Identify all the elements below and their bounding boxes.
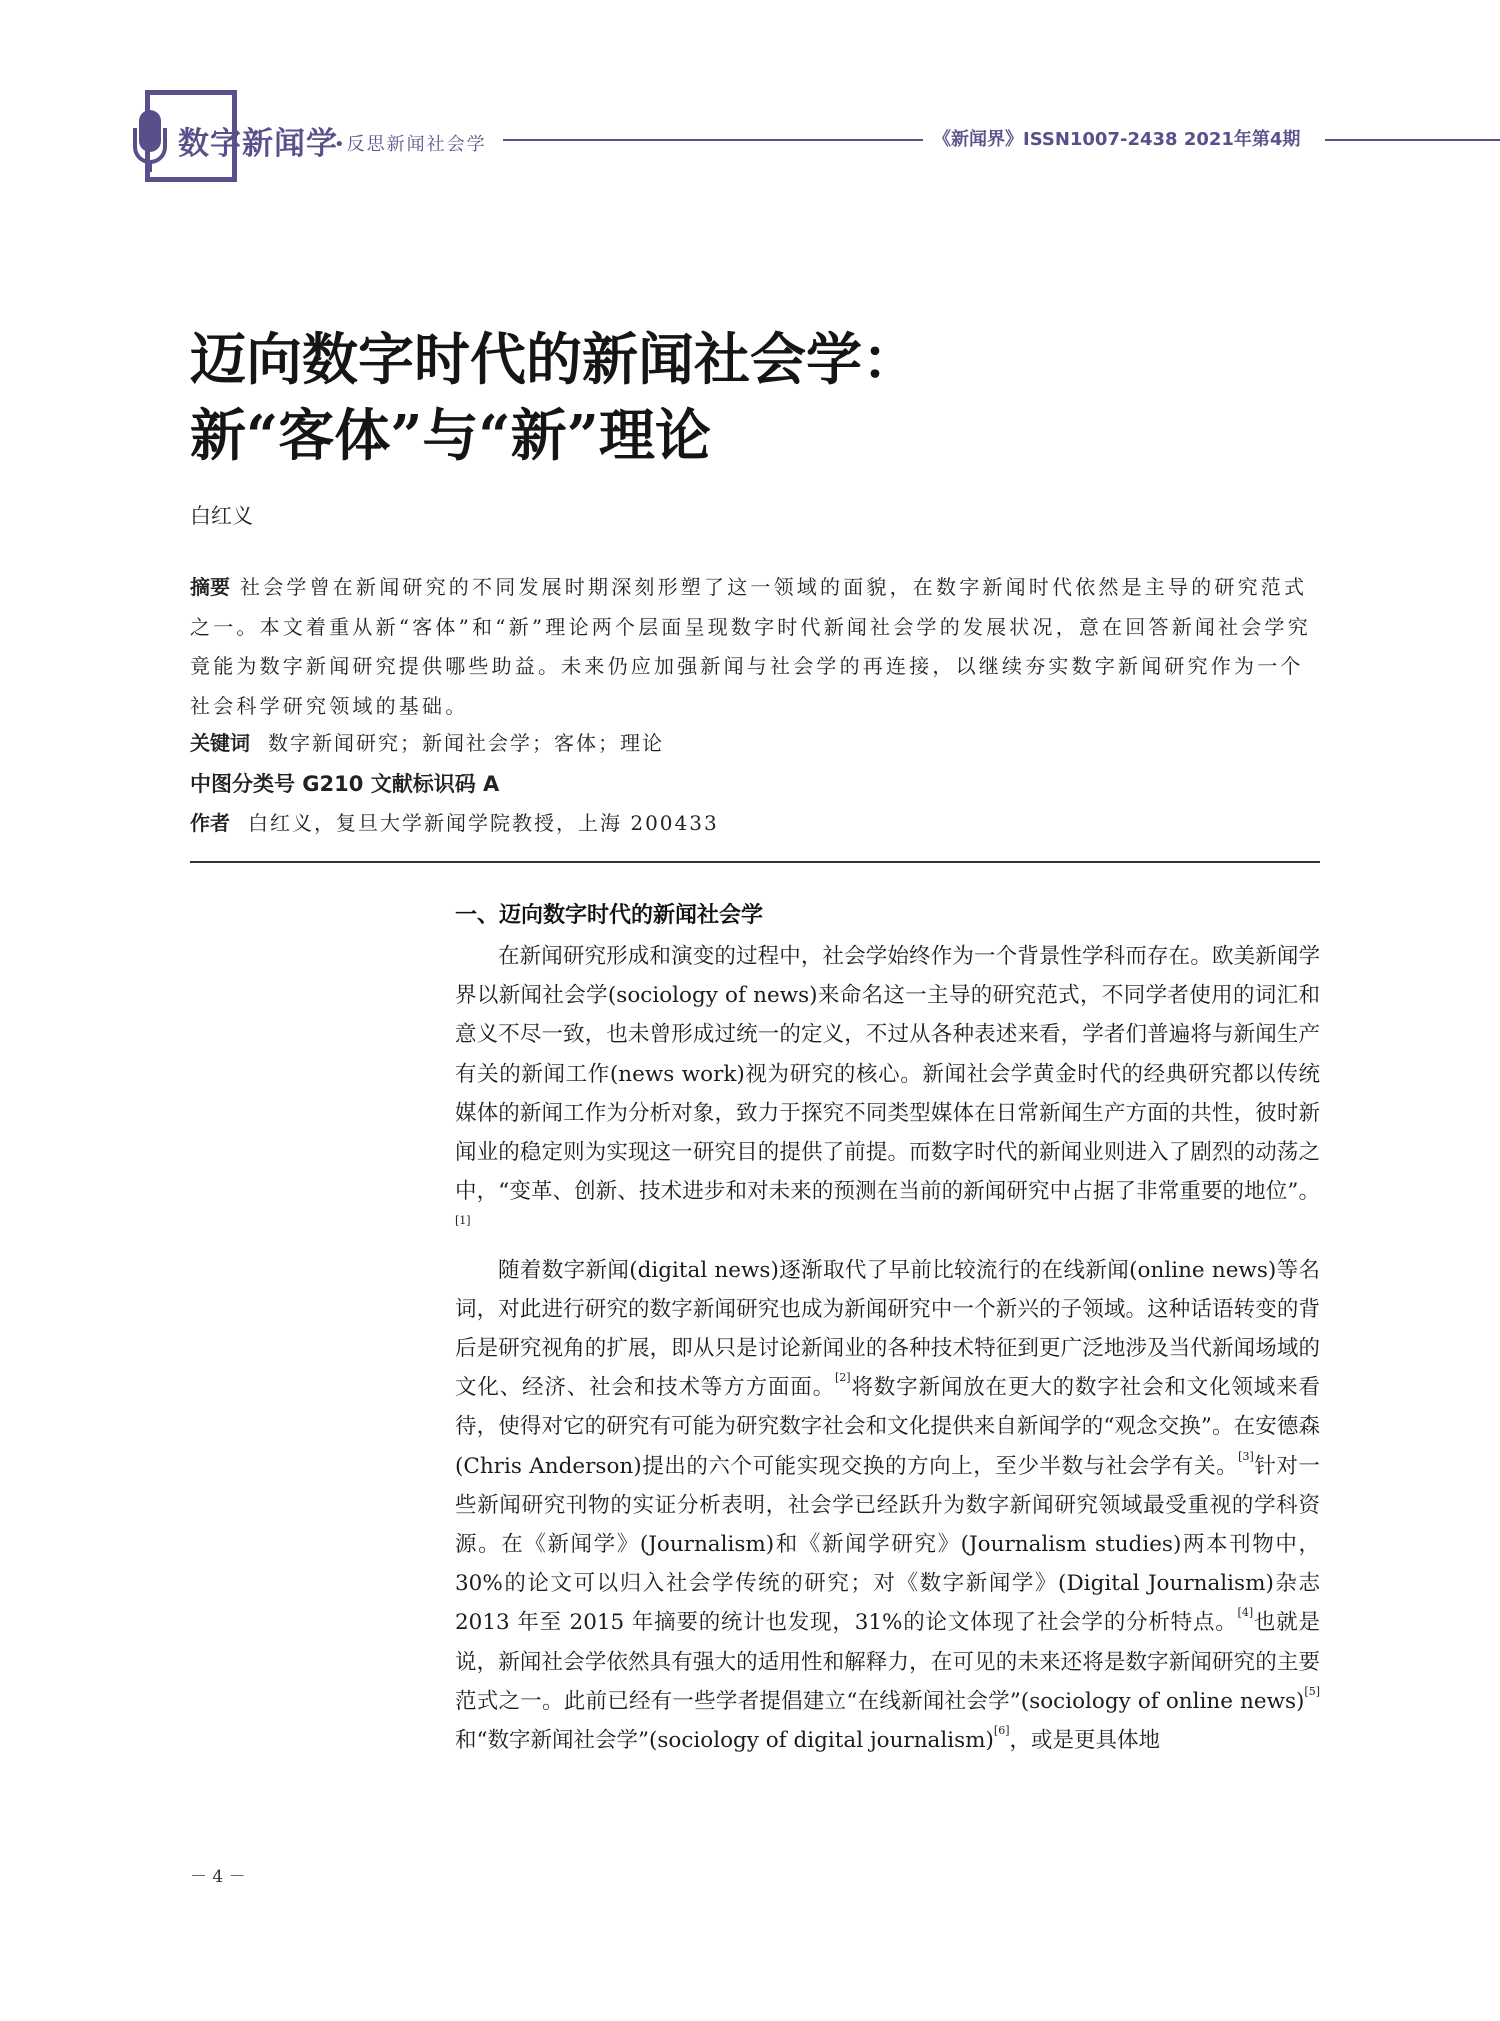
abstract xyxy=(190,568,1320,726)
author-name: 白红义 xyxy=(190,504,253,528)
paragraph-2: 随着数字新闻(digital news)逐渐取代了早前比较流行的在线新闻(online news)等名词，对此进行研究的数字新闻研究也成为新闻研究中一个新兴的子领域。这种话语转变的背后是研究视角的扩展，即从只是讨论新闻业的各种技术特征到更广泛地涉及当代新闻场域的文化、经济、社会和技术等方方面面。[2]将数字新闻放在更大的数字社会和文化领域来看待，使得对它的研究有可能为研究数字社会和文化提供来自新闻学的“观念交换”。在安德森(Chris Anderson)提出的六个可能实现交换的方向上，至少半数与社会学有关。[3]针对一些新闻研究刊物的实证分析表明，社会学已经跃升为数字新闻研究领域最受重视的学科资源。在《新闻学》(Journalism)和《新闻学研究》(Journalism studies)两本刊物中，30%的论文可以归入社会学传统的研究；对《数字新闻学》(Digital Journalism)杂志 2013 年至 2015 年摘要的统计也发现，31%的论文体现了社会学的分析特点。[4]也就是说，新闻社会学依然具有强大的适用性和解释力，在可见的未来还将是数字新闻研究的主要范式之一。此前已经有一些学者提倡建立“在线新闻社会学”(sociology of online news)[5]和“数字新闻社会学”(sociology of digital journalism)[6]，或是更具体地 xyxy=(455,1257,1320,1754)
footnote-ref: [1] xyxy=(455,1214,471,1228)
column-brand: 数字新闻学 xyxy=(178,126,338,162)
footnote-ref: [6] xyxy=(993,1724,1010,1738)
body-text xyxy=(455,937,1320,1760)
keywords-label: 关键词 xyxy=(190,731,250,755)
microphone-icon xyxy=(133,110,167,170)
page-header xyxy=(0,0,1500,200)
section-heading: 一、迈向数字时代的新闻社会学 xyxy=(455,903,764,928)
section-divider xyxy=(190,861,1320,863)
footnote-ref: [5] xyxy=(1304,1684,1320,1698)
column-subtitle: •反思新闻社会学 xyxy=(334,134,487,155)
author-info-label: 作者 xyxy=(190,811,230,835)
header-rule-right xyxy=(1325,139,1500,141)
journal-info: 《新闻界》ISSN1007-2438 2021年第4期 xyxy=(933,129,1301,150)
abstract-label: 摘要 xyxy=(190,575,230,599)
author-info xyxy=(190,807,719,836)
footnote-ref: [3] xyxy=(1238,1449,1254,1463)
abstract-text: 社会学曾在新闻研究的不同发展时期深刻形塑了这一领域的面貌，在数字新闻时代依然是主导的研究范式之一。本文着重从新“客体”和“新”理论两个层面呈现数字时代新闻社会学的发展状况，意在回答新闻社会学究竟能为数字新闻研究提供哪些助益。未来仍应加强新闻与社会学的再连接，以继续夯实数字新闻研究作为一个社会科学研究领域的基础。 xyxy=(190,575,1311,718)
keywords xyxy=(190,727,664,756)
footnote-ref: [2] xyxy=(835,1371,851,1385)
paragraph-1: 在新闻研究形成和演变的过程中，社会学始终作为一个背景性学科而存在。欧美新闻学界以新闻社会学(sociology of news)来命名这一主导的研究范式，不同学者使用的词汇和意义不尽一致，也未曾形成过统一的定义，不过从各种表述来看，学者们普遍将与新闻生产有关的新闻工作(news work)视为研究的核心。新闻社会学黄金时代的经典研究都以传统媒体的新闻工作为分析对象，致力于探究不同类型媒体在日常新闻生产方面的共性，彼时新闻业的稳定则为实现这一研究目的提供了前提。而数字时代的新闻业则进入了剧烈的动荡之中，“变革、创新、技术进步和对未来的预测在当前的新闻研究中占据了非常重要的地位”。[1] xyxy=(455,944,1320,1228)
classification-code: 中图分类号 G210 文献标识码 A xyxy=(190,772,500,796)
page-number: － 4 － xyxy=(190,1867,246,1887)
article-title xyxy=(190,322,918,474)
header-rule-left xyxy=(503,139,923,141)
footnote-ref: [4] xyxy=(1237,1606,1254,1620)
author-info-text: 白红义，复旦大学新闻学院教授，上海 200433 xyxy=(248,811,719,835)
keywords-text: 数字新闻研究；新闻社会学；客体；理论 xyxy=(268,731,664,755)
title-line-1: 迈向数字时代的新闻社会学： xyxy=(190,327,918,393)
title-line-2: 新“客体”与“新”理论 xyxy=(190,403,711,469)
